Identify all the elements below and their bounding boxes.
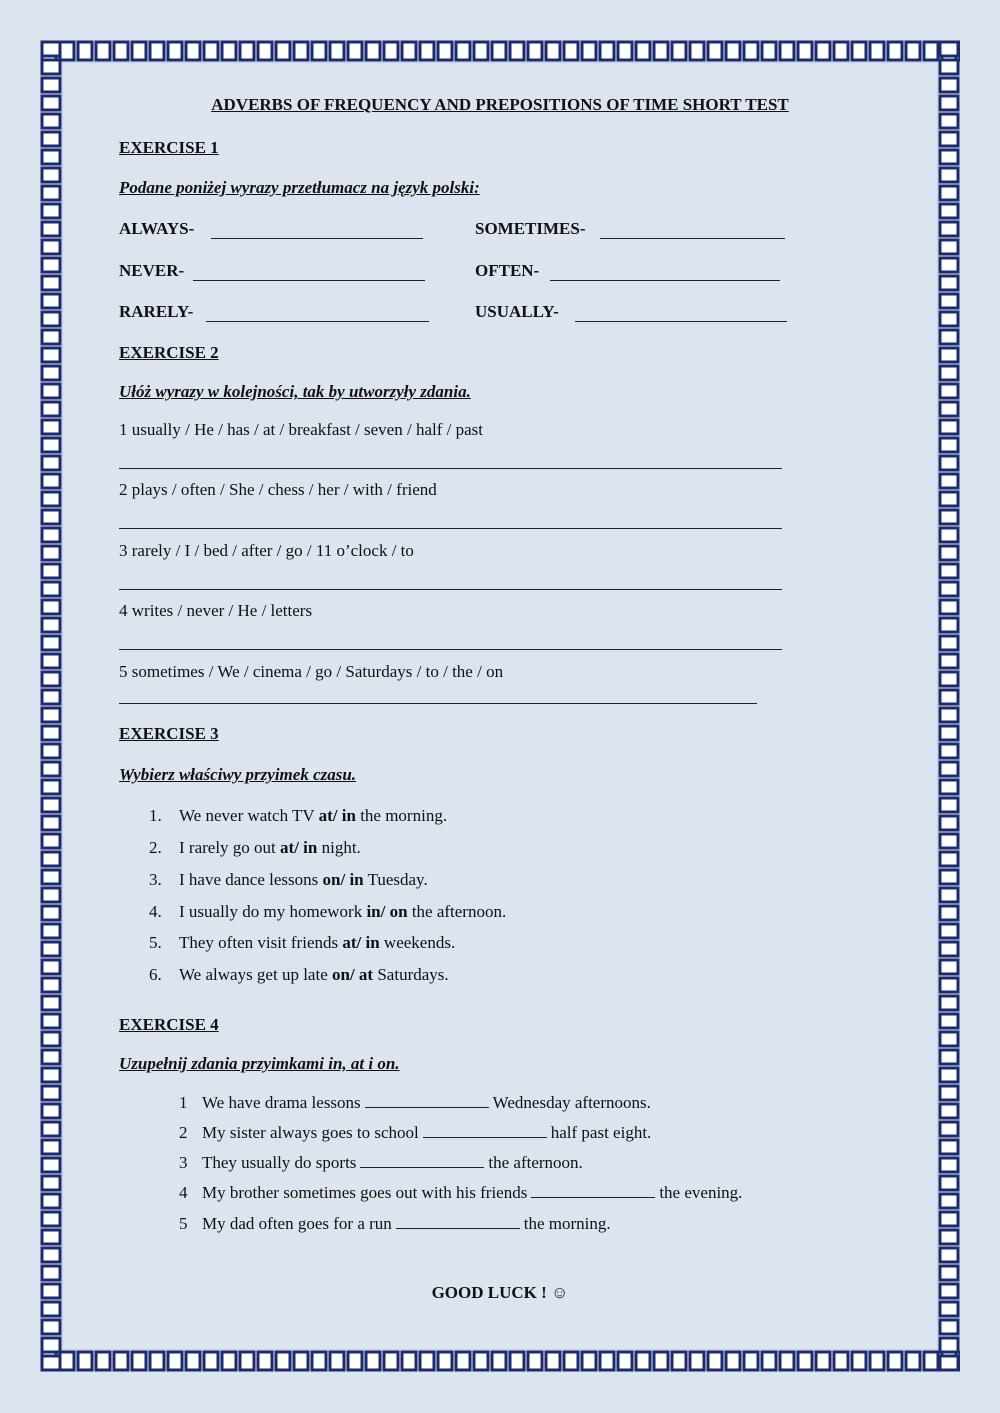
vocab-answer-line[interactable] — [206, 321, 429, 322]
exercise-1-instruction: Podane poniżej wyrazy przetłumacz na język polski: — [119, 178, 480, 197]
vocab-word-rarely: RARELY- — [119, 302, 194, 321]
decorative-border-left — [40, 40, 62, 1372]
sentence-end: night. — [317, 838, 361, 857]
page-title: ADVERBS OF FREQUENCY AND PREPOSITIONS OF TIME SHORT TEST — [211, 95, 789, 114]
item-number: 4. — [149, 902, 162, 921]
exercise-2-instruction: Ułóż wyrazy w kolejności, tak by utworzyły zdania. — [119, 382, 471, 401]
vocab-answer-line[interactable] — [550, 280, 780, 281]
exercise-4-heading: EXERCISE 4 — [119, 1015, 219, 1034]
preposition-choice-sentence — [179, 965, 449, 985]
exercise-3-heading: EXERCISE 3 — [119, 724, 219, 743]
decorative-border-bottom — [40, 1350, 960, 1372]
sentence-start: I usually do my homework — [179, 902, 367, 921]
preposition-choice-sentence — [179, 933, 455, 953]
scrambled-sentence: 5 sometimes / We / cinema / go / Saturdays / to / the / on — [119, 662, 504, 681]
item-number: 2 — [179, 1123, 188, 1142]
item-number: 5 — [179, 1214, 188, 1233]
preposition-choice-sentence — [179, 902, 506, 922]
vocab-answer-line[interactable] — [193, 280, 425, 281]
answer-line[interactable] — [119, 589, 782, 590]
sentence-end: Wednesday afternoons. — [492, 1093, 651, 1112]
sentence-end: the morning. — [523, 1214, 611, 1233]
exercise-4-instruction: Uzupełnij zdania przyimkami in, at i on. — [119, 1054, 400, 1073]
sentence-start: My dad often goes for a run — [202, 1214, 392, 1233]
exercise-1-heading: EXERCISE 1 — [119, 138, 219, 157]
preposition-options[interactable]: at/ in — [318, 806, 356, 825]
preposition-options[interactable]: on/ at — [332, 965, 374, 984]
exercise-3-instruction: Wybierz właściwy przyimek czasu. — [119, 765, 357, 784]
good-luck-text: GOOD LUCK ! ☺ — [431, 1283, 569, 1302]
preposition-choice-sentence — [179, 838, 361, 858]
vocab-word-never: NEVER- — [119, 261, 185, 280]
vocab-word-sometimes: SOMETIMES- — [475, 219, 586, 238]
sentence-end: Saturdays. — [373, 965, 449, 984]
item-number: 4 — [179, 1183, 188, 1202]
sentence-end: the evening. — [659, 1183, 743, 1202]
sentence-end: the afternoon. — [407, 902, 507, 921]
preposition-blank[interactable] — [423, 1123, 547, 1138]
vocab-word-always: ALWAYS- — [119, 219, 195, 238]
sentence-start: I have dance lessons — [179, 870, 323, 889]
preposition-options[interactable]: at/ in — [280, 838, 318, 857]
item-number: 3. — [149, 870, 162, 889]
exercise-2-heading: EXERCISE 2 — [119, 343, 219, 362]
answer-line[interactable] — [119, 468, 782, 469]
scrambled-sentence: 4 writes / never / He / letters — [119, 601, 313, 620]
vocab-word-usually: USUALLY- — [475, 302, 559, 321]
sentence-end: the morning. — [355, 806, 448, 825]
vocab-word-often: OFTEN- — [475, 261, 540, 280]
sentence-end: weekends. — [379, 933, 456, 952]
sentence-end: the afternoon. — [488, 1153, 583, 1172]
scrambled-sentence: 2 plays / often / She / chess / her / with / friend — [119, 480, 437, 499]
item-number: 6. — [149, 965, 162, 984]
scrambled-sentence: 1 usually / He / has / at / breakfast / seven / half / past — [119, 420, 483, 439]
sentence-end: Tuesday. — [363, 870, 428, 889]
fill-in-sentence — [202, 1214, 611, 1234]
sentence-start: My brother sometimes goes out with his friends — [202, 1183, 528, 1202]
scrambled-sentence: 3 rarely / I / bed / after / go / 11 o’clock / to — [119, 541, 414, 560]
preposition-blank[interactable] — [531, 1183, 655, 1198]
preposition-choice-sentence — [179, 806, 447, 826]
item-number: 5. — [149, 933, 162, 952]
preposition-options[interactable]: at/ in — [342, 933, 380, 952]
preposition-blank[interactable] — [360, 1153, 484, 1168]
preposition-choice-sentence — [179, 870, 428, 890]
item-number: 3 — [179, 1153, 188, 1172]
preposition-blank[interactable] — [365, 1093, 489, 1108]
item-number: 2. — [149, 838, 162, 857]
sentence-start: We never watch TV — [179, 806, 319, 825]
answer-line[interactable] — [119, 528, 782, 529]
sentence-start: They usually do sports — [202, 1153, 357, 1172]
item-number: 1 — [179, 1093, 188, 1112]
answer-line[interactable] — [119, 703, 757, 704]
sentence-start: We always get up late — [179, 965, 332, 984]
vocab-answer-line[interactable] — [211, 238, 423, 239]
vocab-answer-line[interactable] — [600, 238, 785, 239]
sentence-start: I rarely go out — [179, 838, 281, 857]
fill-in-sentence — [202, 1153, 583, 1173]
fill-in-sentence — [202, 1123, 651, 1143]
fill-in-sentence — [202, 1183, 742, 1203]
decorative-border-top — [40, 40, 960, 62]
decorative-border-right — [938, 40, 960, 1372]
sentence-start: My sister always goes to school — [202, 1123, 419, 1142]
sentence-end: half past eight. — [550, 1123, 652, 1142]
answer-line[interactable] — [119, 649, 782, 650]
sentence-start: They often visit friends — [179, 933, 343, 952]
vocab-answer-line[interactable] — [575, 321, 787, 322]
sentence-start: We have drama lessons — [202, 1093, 361, 1112]
fill-in-sentence — [202, 1093, 651, 1113]
preposition-options[interactable]: in/ on — [366, 902, 408, 921]
preposition-blank[interactable] — [396, 1214, 520, 1229]
item-number: 1. — [149, 806, 162, 825]
preposition-options[interactable]: on/ in — [322, 870, 364, 889]
